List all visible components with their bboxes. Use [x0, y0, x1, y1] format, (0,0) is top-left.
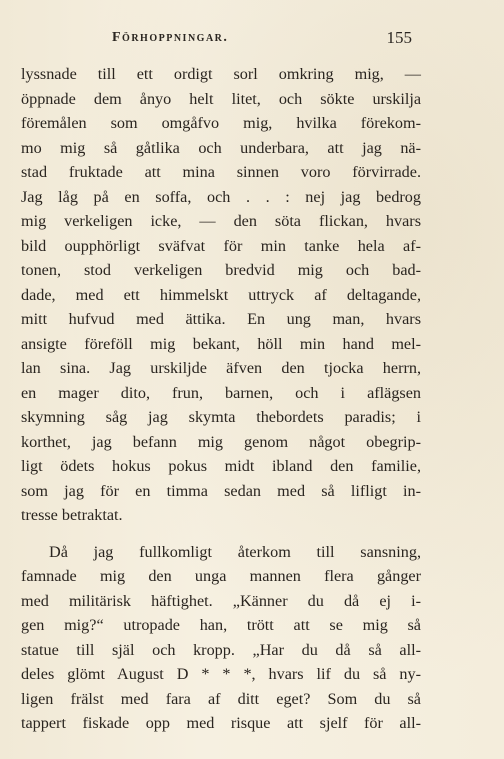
page-header [112, 30, 412, 52]
text-line: stad fruktade att mina sinnen voro förvirrade. [21, 163, 421, 181]
text-line: mo mig så gåtlika och underbara, att jag nä- [21, 138, 421, 157]
text-line: ansigte föreföll mig bekant, höll min hand mel- [21, 334, 421, 353]
text-line: föremålen som omgåfvo mig, hvilka förekom- [21, 114, 421, 132]
text-line: dade, med ett himmelskt uttryck af deltagande, [21, 285, 421, 304]
text-line: ligen frälst med fara af ditt eget? Som du så [21, 689, 421, 708]
paragraph-2 [21, 540, 421, 736]
text-line: mig verkeligen icke, — den söta flickan, hvars [21, 212, 421, 230]
running-title: Förhoppningar. [112, 30, 229, 45]
text-line: som jag för en timma sedan med så lifligt in- [21, 481, 421, 500]
text-line: ligt ödets hokus pokus midt ibland den familie, [21, 457, 421, 475]
text-line: öppnade dem ånyo helt litet, och sökte urskilja [21, 89, 421, 108]
text-line: bild oupphörligt sväfvat för min tanke hela af- [21, 236, 421, 255]
text-line: tappert fiskade opp med risque att sjelf för all- [21, 714, 421, 732]
text-line: deles glömt August D * * *, hvars lif du så ny- [21, 665, 421, 683]
text-line: gen mig?“ utropade han, trött att se mig så [21, 616, 421, 634]
text-line: skymning såg jag skymta thebordets paradis; i [21, 408, 421, 426]
text-line: Då jag fullkomligt återkom till sansning, [49, 542, 421, 561]
text-line: mitt hufvud med ättika. En ung man, hvars [21, 310, 421, 328]
text-line: med militärisk häftighet. „Känner du då ej i- [21, 591, 421, 610]
text-line: en mager dito, frun, barnen, och i aflägsen [21, 383, 421, 402]
text-line: lyssnade till ett ordigt sorl omkring mig, — [21, 65, 421, 83]
text-line: famnade mig den unga mannen flera gånger [21, 567, 421, 585]
body-text [21, 62, 421, 736]
text-line: tresse betraktat. [21, 506, 123, 524]
paragraph-gap [21, 528, 421, 540]
text-line: lan sina. Jag urskiljde äfven den tjocka herrn, [21, 359, 421, 377]
text-line: Jag låg på en soffa, och . . : nej jag bedrog [21, 187, 421, 206]
paragraph-1 [21, 62, 421, 528]
page-number: 155 [386, 28, 412, 47]
text-line: tonen, stod verkeligen bredvid mig och bad- [21, 261, 421, 279]
text-line: statue till själ och kropp. „Har du då så all- [21, 640, 421, 659]
text-line: korthet, jag befann mig genom något obegrip- [21, 432, 421, 451]
